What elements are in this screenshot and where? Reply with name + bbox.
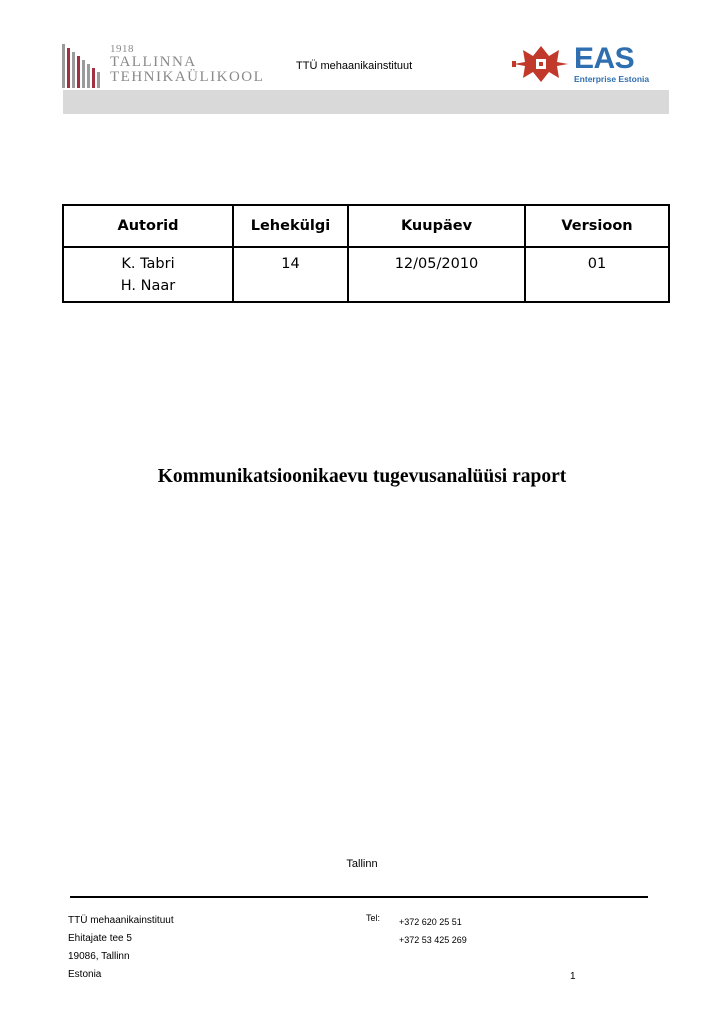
address-line: Ehitajate tee 5 (68, 933, 132, 944)
ttu-logo-line2: TEHNIKAÜLIKOOL (110, 69, 265, 85)
eas-logo-subtitle: Enterprise Estonia (574, 74, 650, 84)
logo-bar (67, 48, 70, 88)
header-gray-bar (63, 90, 669, 114)
footer-phones (399, 913, 467, 949)
eas-emblem-icon (512, 44, 570, 84)
header-authors: Autorid (63, 205, 233, 247)
eas-logo (512, 42, 672, 86)
logo-bar (72, 52, 75, 88)
logo-bar (97, 72, 100, 88)
ttu-logo (62, 44, 264, 88)
ttu-logo-bars-icon (62, 44, 102, 88)
logo-bar (77, 56, 80, 88)
city-name: Tallinn (346, 858, 378, 870)
cell-version: 01 (525, 247, 669, 302)
cell-authors (63, 247, 233, 302)
footer-divider (70, 896, 648, 898)
footer-tel-label: Tel: (366, 913, 381, 923)
header-pages: Lehekülgi (233, 205, 348, 247)
author-name: K. Tabri (121, 256, 175, 272)
logo-bar (87, 64, 90, 88)
phone-number: +372 620 25 51 (399, 917, 462, 927)
address-line: TTÜ mehaanikainstituut (68, 915, 174, 926)
cell-pages: 14 (233, 247, 348, 302)
logo-bar (92, 68, 95, 88)
ttu-logo-line1: TALLINNA (110, 54, 197, 70)
author-name: H. Naar (120, 278, 176, 294)
ttu-logo-year: 1918 (110, 43, 134, 55)
table-row (63, 247, 669, 302)
footer-address (68, 912, 174, 984)
logo-bar (82, 60, 85, 88)
phone-number: +372 53 425 269 (399, 935, 467, 945)
page-number: 1 (570, 971, 576, 982)
address-line: 19086, Tallinn (68, 951, 130, 962)
logo-bar (62, 44, 65, 88)
eas-logo-text: EAS (574, 42, 635, 75)
document-info-table (62, 204, 670, 303)
header-version: Versioon (525, 205, 669, 247)
cell-date: 12/05/2010 (348, 247, 525, 302)
header-institute-name: TTÜ mehaanikainstituut (296, 60, 413, 72)
table-header-row (63, 205, 669, 247)
document-title: Kommunikatsioonikaevu tugevusanalüüsi raport (157, 466, 567, 487)
header-date: Kuupäev (348, 205, 525, 247)
address-line: Estonia (68, 969, 102, 980)
